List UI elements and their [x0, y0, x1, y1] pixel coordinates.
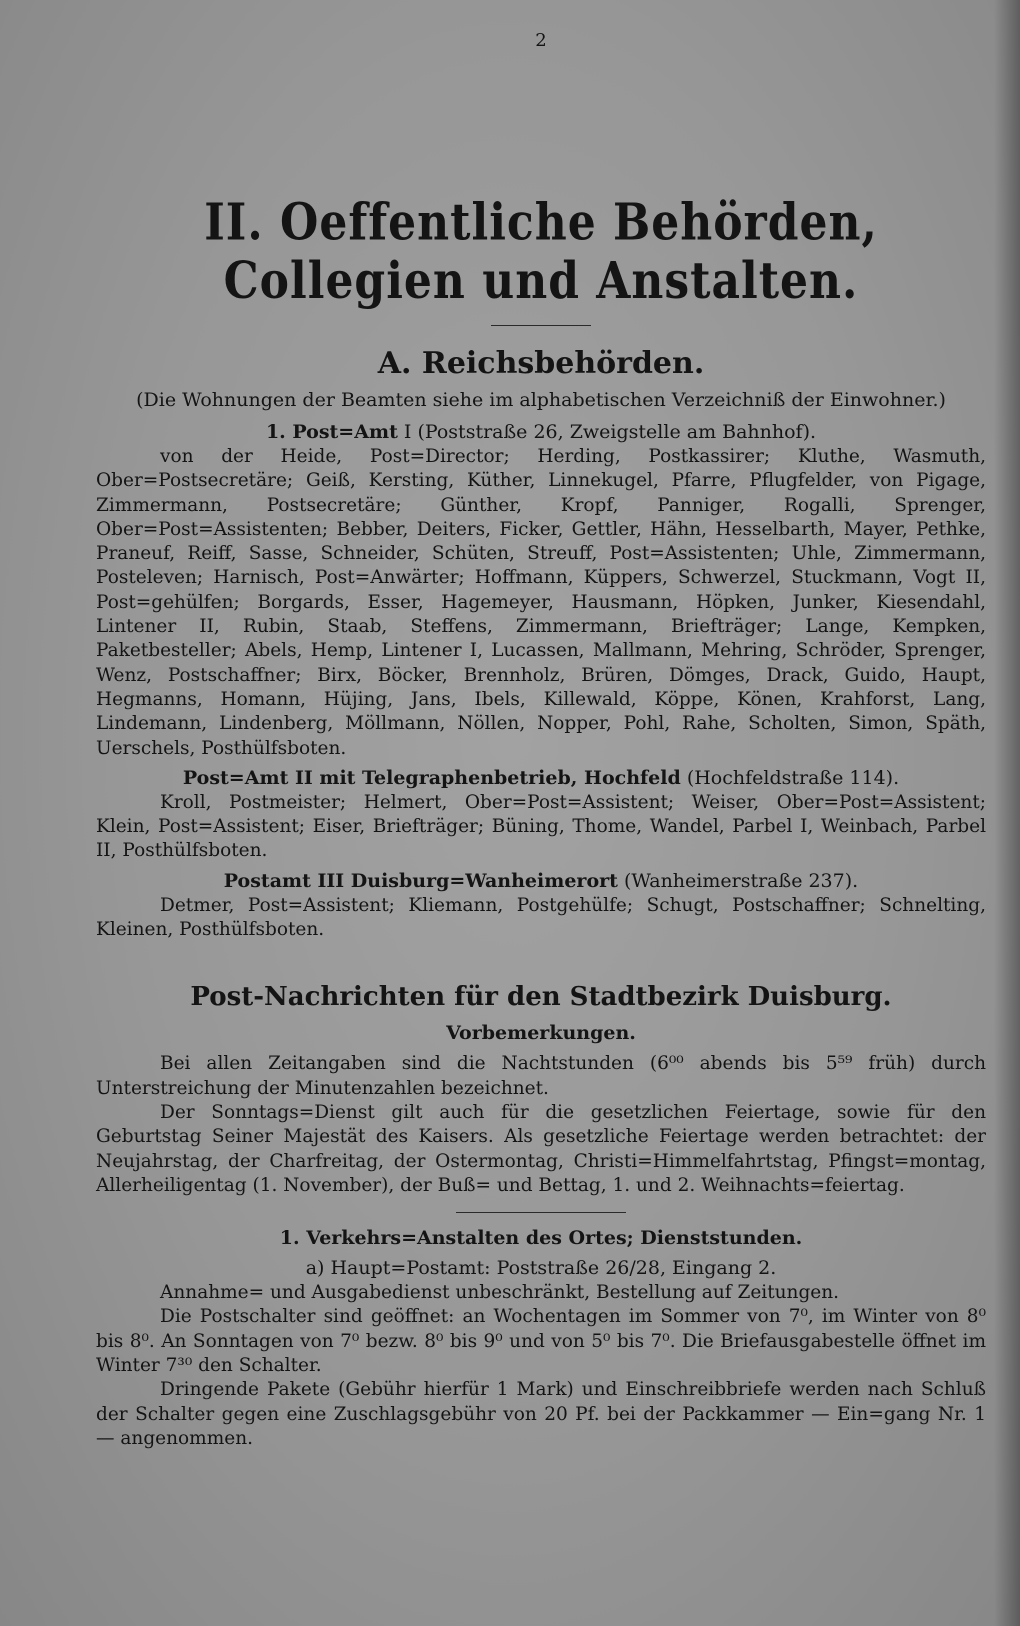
page-number: 2 — [535, 30, 547, 51]
verkehr-para1: Annahme= und Ausgabedienst unbeschränkt, Bestellung auf Zeitungen. — [160, 1282, 840, 1304]
vorbemerkungen-para2: Der Sonntags=Dienst gilt auch für die gesetzlichen Feiertage, sowie für den Geburtstag Seiner Majestät des Kaisers. Als gesetzliche Feiertage werden betrachtet: der Neujahrstag, der Charfreitag, der Ostermontag, Christi=Himmelfahrtstag, Pfingst=montag, Allerheiligentag (1. November), der Buß= und Bettag, 1. und 2. Weihnachts=feiertag. — [96, 1101, 986, 1196]
postamt3-body: Detmer, Post=Assistent; Kliemann, Postgehülfe; Schugt, Postschaffner; Schnelting, Kleinen, Posthülfsboten. — [96, 894, 986, 941]
vorbemerkungen-para1: Bei allen Zeitangaben sind die Nachtstunden (6⁰⁰ abends bis 5⁵⁹ früh) durch Unterstreichung der Minutenzahlen bezeichnet. — [96, 1053, 986, 1099]
postamt2-heading-bold: Post=Amt II mit Telegraphenbetrieb, Hochfeld — [182, 766, 681, 789]
divider — [456, 1212, 626, 1213]
post-news-title: Post-Nachrichten für den Stadtbezirk Duisburg. — [190, 982, 892, 1013]
page-content — [96, 30, 986, 1451]
verkehr-para3: Dringende Pakete (Gebühr hierfür 1 Mark) und Einschreibbriefe werden nach Schluß der Schalter gegen eine Zuschlagsgebühr von 20 Pf. bei der Packkammer — Ein=gang Nr. 1 — angenommen. — [96, 1379, 986, 1449]
postamt3-heading-bold: Postamt III Duisburg=Wanheimerort — [223, 869, 618, 892]
postamt1-heading — [96, 421, 986, 443]
postamt1-body: von der Heide, Post=Director; Herding, Postkassirer; Kluthe, Wasmuth, Ober=Postsecretäre; Geiß, Kersting, Küther, Linnekugel, Pfarre, Pflugfelder, von Pigage, Zimmermann, Postsecretäre; Günther, Kropf, Panniger, Rogalli, Sprenger, Ober=Post=Assistenten; Bebber, Deiters, Ficker, Gettler, Hähn, Hesselbarth, Mayer, Pethke, Praneuf, Reiff, Sasse, Schneider, Schüten, Streuff, Post=Assistenten; Uhle, Zimmermann, Posteleven; Harnisch, Post=Anwärter; Hoffmann, Küppers, Schwerzel, Stuckmann, Vogt II, Post=gehülfen; Borgards, Esser, Hagemeyer, Hausmann, Höpken, Junker, Kiesendahl, Lintener II, Rubin, Staab, Steffens, Zimmermann, Briefträger; Lange, Kempken, Paketbesteller; Abels, Hemp, Lintener I, Lucassen, Mallmann, Mehring, Schröder, Sprenger, Wenz, Postschaffner; Birx, Böcker, Brennholz, Brüren, Dömges, Drack, Guido, Haupt, Hegmanns, Homann, Hüjing, Jans, Ibels, Killewald, Köppe, Könen, Krahforst, Lang, Lindemann, Lindenberg, Möllmann, Nöllen, Nopper, Pohl, Rahe, Scholten, Simon, Späth, Uerschels, Posthülfsboten. — [96, 446, 986, 759]
verkehr-title: 1. Verkehrs=Anstalten des Ortes; Dienststunden. — [279, 1227, 803, 1250]
postamt1-heading-bold: 1. Post=Amt — [265, 421, 398, 443]
note-text: (Die Wohnungen der Beamten siehe im alphabetischen Verzeichniß der Einwohner.) — [136, 389, 946, 411]
section-title: II. Oeffentliche Behörden, Collegien und Anstalten. — [204, 193, 878, 311]
vorbemerkungen-title: Vorbemerkungen. — [446, 1022, 636, 1045]
subsection-title: A. Reichsbehörden. — [377, 346, 705, 381]
postamt2-heading — [96, 767, 986, 789]
verkehr-para2: Die Postschalter sind geöffnet: an Wochentagen im Sommer von 7⁰, im Winter von 8⁰ bis 8⁰. An Sonntagen von 7⁰ bezw. 8⁰ bis 9⁰ und von 5⁰ bis 7⁰. Die Briefausgabestelle öffnet im Winter 7³⁰ den Schalter. — [96, 1306, 986, 1377]
postamt2-heading-rest: (Hochfeldstraße 114). — [680, 766, 900, 789]
page-edge-shadow — [994, 0, 1020, 1626]
postamt2-body: Kroll, Postmeister; Helmert, Ober=Post=Assistent; Weiser, Ober=Post=Assistent; Klein, Post=Assistent; Eiser, Briefträger; Büning, Thome, Wandel, Parbel I, Weinbach, Parbel II, Posthülfsboten. — [96, 791, 986, 862]
postamt3-heading — [96, 870, 986, 892]
divider — [491, 325, 591, 326]
postamt1-heading-rest: I (Poststraße 26, Zweigstelle am Bahnhof). — [397, 421, 817, 443]
postamt3-heading-rest: (Wanheimerstraße 237). — [617, 869, 859, 892]
verkehr-subtitle: a) Haupt=Postamt: Poststraße 26/28, Eingang 2. — [305, 1257, 777, 1280]
